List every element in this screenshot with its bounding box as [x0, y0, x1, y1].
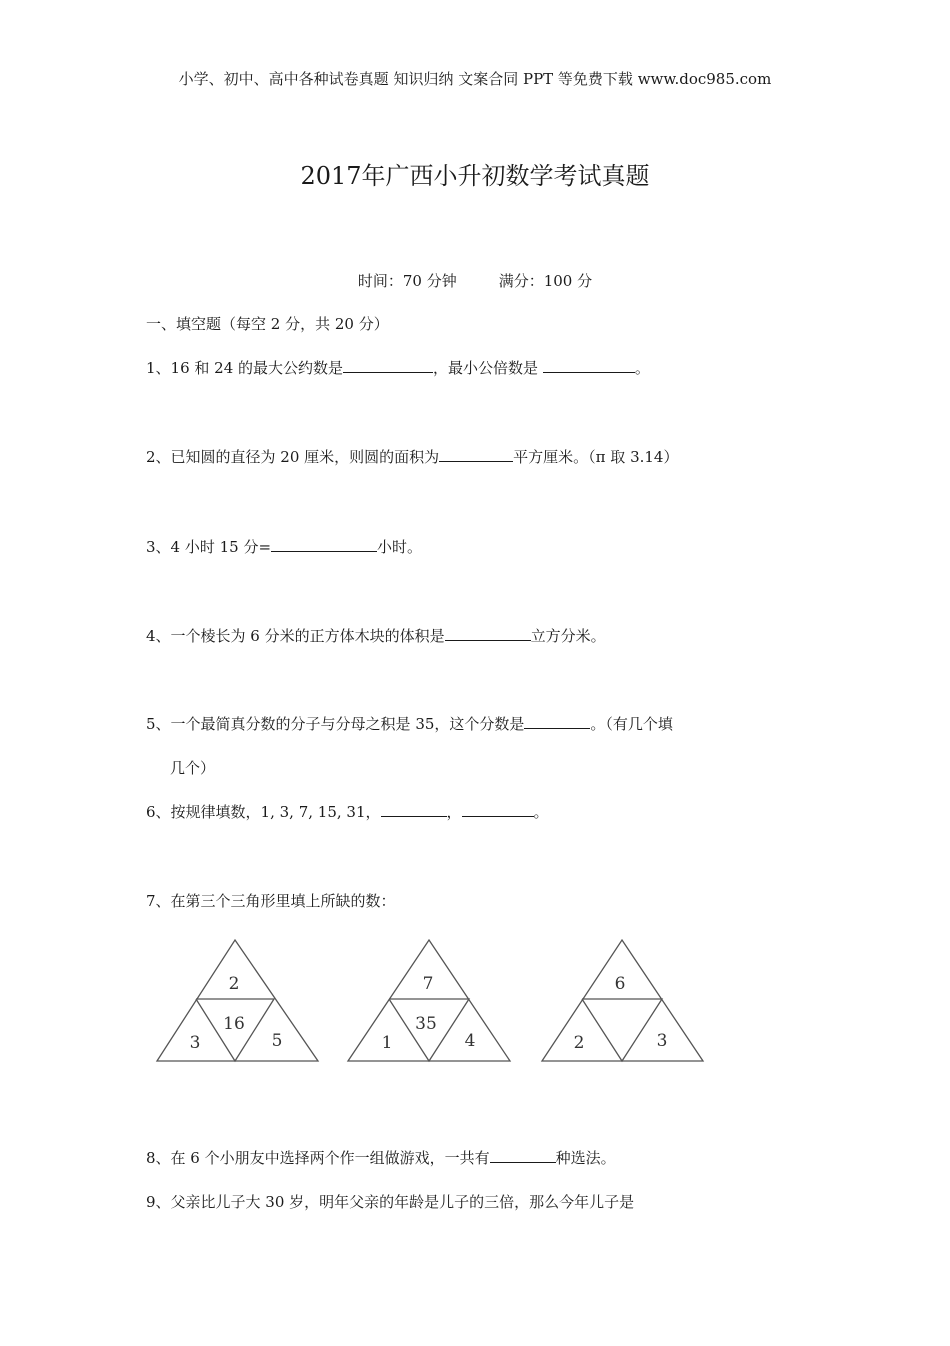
triangle-1-right-number: 5: [271, 1031, 283, 1051]
triangle-2: [348, 940, 510, 1061]
answer-blank[interactable]: [524, 714, 590, 729]
triangle-2-left-number: 1: [381, 1033, 393, 1053]
answer-blank[interactable]: [445, 626, 531, 641]
question-3: 3、4 小时 15 分= 小时。: [146, 538, 423, 556]
triangle-2-top-number: 7: [422, 974, 434, 994]
exam-meta: [0, 270, 950, 291]
answer-blank[interactable]: [439, 447, 513, 462]
question-6: 6、按规律填数，1, 3, 7, 15, 31， ， 。: [146, 803, 549, 821]
answer-blank[interactable]: [462, 802, 534, 817]
page-header: 小学、初中、高中各种试卷真题 知识归纳 文案合同 PPT 等免费下载 www.doc985.com: [178, 70, 772, 88]
exam-time: 时间：70 分钟: [357, 272, 457, 290]
triangle-3: [542, 940, 703, 1061]
triangle-2-center-number: 35: [415, 1014, 437, 1034]
answer-blank[interactable]: [381, 802, 447, 817]
question-5-continued: 几个）: [170, 759, 216, 777]
question-4: 4、一个棱长为 6 分米的正方体木块的体积是 立方分米。: [146, 627, 606, 645]
triangle-2-right-number: 4: [464, 1031, 476, 1051]
question-2: 2、已知圆的直径为 20 厘米，则圆的面积为 平方厘米。（π 取 3.14）: [146, 448, 679, 466]
triangle-1-center-number: 16: [223, 1014, 245, 1034]
triangle-3-top-number: 6: [614, 974, 626, 994]
triangle-3-left-number: 2: [573, 1033, 585, 1053]
answer-blank[interactable]: [543, 358, 635, 373]
question-9: 9、父亲比儿子大 30 岁，明年父亲的年龄是儿子的三倍，那么今年儿子是: [146, 1193, 635, 1211]
question-7: 7、在第三个三角形里填上所缺的数：: [146, 892, 396, 910]
question-8: 8、在 6 个小朋友中选择两个作一组做游戏，一共有 种选法。: [146, 1149, 616, 1167]
question-1: 1、16 和 24 的最大公约数是 ，最小公倍数是 。: [146, 359, 650, 377]
question-5: 5、一个最简真分数的分子与分母之积是 35，这个分数是 。（有几个填: [146, 715, 673, 733]
answer-blank[interactable]: [343, 358, 433, 373]
triangle-figures: [150, 935, 720, 1067]
exam-score: 满分：100 分: [498, 272, 593, 290]
section-heading: 一、填空题（每空 2 分，共 20 分）: [146, 315, 389, 333]
page-title: 2017年广西小升初数学考试真题: [300, 162, 650, 190]
answer-blank[interactable]: [490, 1148, 556, 1163]
triangle-1-top-number: 2: [228, 974, 240, 994]
answer-blank[interactable]: [271, 537, 377, 552]
triangle-3-right-number: 3: [656, 1031, 668, 1051]
triangle-1-left-number: 3: [189, 1033, 201, 1053]
triangle-1: [157, 940, 318, 1061]
